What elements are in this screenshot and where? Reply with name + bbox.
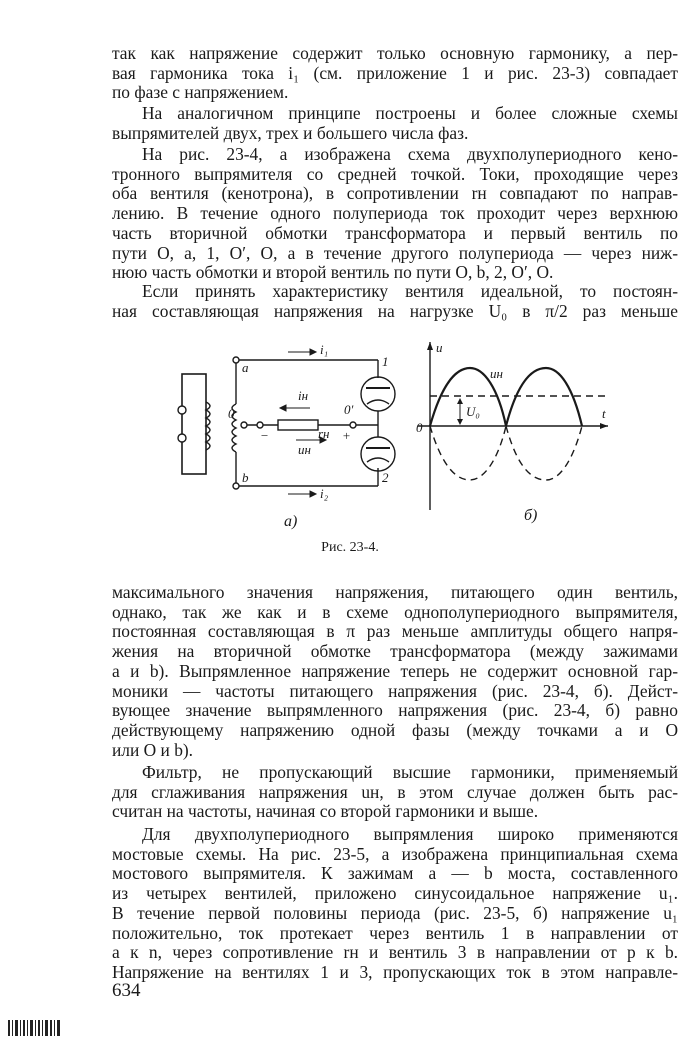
text-line: жения на вторичной обмотке трансформатора (между зажимами — [112, 641, 678, 662]
text-line: или O и b). — [112, 739, 194, 760]
rectified-voltage-curve — [430, 368, 582, 426]
text-line: Напряжение на вентилях 1 и 3, пропускающих ток в этом направле- — [112, 961, 678, 982]
paragraph-4 — [112, 282, 678, 321]
text-line: часть вторичной обмотки трансформатора и первый вентиль по — [112, 222, 678, 243]
text-line: лению. В течение одного полупериода ток проходит через верхнюю — [112, 203, 678, 224]
text-line: В течение первой половины периода (рис. 23-5, б) напряжение u₁ — [112, 902, 678, 923]
curve-label-un: uн — [490, 366, 503, 381]
text-line: считан на частоты, начиная со второй гармоники и выше. — [112, 801, 539, 822]
load-resistor — [278, 420, 318, 430]
text-line: вующее значение выпрямленного напряжения (рис. 23-4, б) равно — [112, 700, 678, 721]
text-line: пути O, a, 1, O′, O, а в течение другого полупериода — через ниж- — [112, 242, 678, 263]
label-b: b — [242, 470, 249, 485]
current-arrows — [280, 349, 326, 497]
text-line: Фильтр, не пропускающий высшие гармоники, применяемый — [142, 762, 678, 782]
text-line: по фазе с напряжением. — [112, 82, 289, 103]
axis-label-0: 0 — [416, 420, 423, 435]
barcode-mark — [8, 1020, 62, 1036]
waveform-plot — [416, 340, 608, 524]
text-line: a и b). Выпрямленное напряжение теперь не содержит основной гар- — [112, 660, 678, 681]
curve-label-U0: U₀ — [466, 404, 480, 419]
text-line: вая гармоника тока i₁ (см. приложение 1 и рис. 23-3) совпадает — [112, 62, 678, 83]
paragraph-7 — [112, 825, 678, 983]
text-line: a к n, через сопротивление rн и вентиль 3 в направлении от p к b. — [112, 942, 678, 963]
text-line: для сглаживания напряжения uн, в этом случае должен быть рас- — [112, 781, 678, 802]
label-in: iн — [298, 388, 309, 403]
kenotron-2 — [361, 425, 395, 471]
label-rn: rн — [318, 426, 330, 441]
axis-label-u: u — [436, 340, 443, 355]
label-2: 2 — [382, 470, 389, 485]
label-1: 1 — [382, 354, 389, 369]
text-line: из четырех вентилей, приложено синусоидальное напряжение u₁. — [112, 883, 678, 904]
text-line: действующему напряжению одной фазы (между точками a и O — [112, 719, 678, 740]
negative-halfwave-dashed — [430, 426, 582, 480]
text-line: оба вентиля (кенотрона), в сопротивлении rн совпадают по направ- — [112, 183, 678, 204]
sublabel-b: б) — [524, 507, 538, 524]
text-line: положительно, ток протекает через вентиль 1 в направлении от — [112, 922, 678, 943]
kenotron-1 — [361, 377, 395, 425]
text-line: максимального значения напряжения, питающего один вентиль, — [112, 582, 678, 602]
text-line: мостового выпрямителя. К зажимам a — b моста, составленного — [112, 863, 678, 884]
text-line: Если принять характеристику вентиля идеальной, то постоян- — [142, 281, 678, 301]
label-minus: − — [260, 428, 269, 443]
label-i1: i₁ — [320, 342, 329, 357]
text-line: На рис. 23-4, а изображена схема двухполупериодного кено- — [142, 144, 678, 164]
label-i2: i₂ — [320, 486, 329, 501]
label-plus: + — [342, 428, 351, 443]
label-0prime: 0′ — [344, 402, 354, 417]
text-line: так как напряжение содержит только основную гармонику, а пер- — [112, 43, 678, 63]
text-line: постоянная составляющая в π раз меньше амплитуды общего напря- — [112, 621, 678, 642]
text-line: На аналогичном принципе построены и более сложные схемы — [142, 103, 678, 123]
text-line: нюю часть обмотки и второй вентиль по пути O, b, 2, O′, O. — [112, 262, 554, 283]
primary-winding — [178, 374, 210, 474]
text-line: выпрямителей двух, трех и большего числа фаз. — [112, 122, 469, 143]
label-a: a — [242, 360, 249, 375]
text-line: Для двухполупериодного выпрямления широко применяются — [142, 824, 678, 844]
text-line: моники — частоты питающего напряжения (рис. 23-4, б). Дейст- — [112, 680, 678, 701]
paragraph-6 — [112, 763, 678, 822]
text-line: тронного выпрямителя со средней точкой. Токи, проходящие через — [112, 163, 678, 184]
page-number: 634 — [112, 980, 141, 1001]
figure-23-4 — [168, 330, 628, 540]
paragraph-5 — [112, 583, 678, 760]
text-line: мостовые схемы. На рис. 23-5, а изображена принципиальная схема — [112, 843, 678, 864]
axis-label-t: t — [602, 406, 606, 421]
paragraph-top — [112, 44, 678, 103]
label-0: 0 — [228, 406, 235, 421]
paragraph-2 — [112, 104, 678, 143]
label-un: uн — [298, 442, 311, 457]
figure-caption: Рис. 23-4. — [321, 540, 379, 555]
paragraph-3 — [112, 145, 678, 283]
text-line: однако, так же как и в схеме однополупериодного выпрямителя, — [112, 601, 678, 622]
sublabel-a: а) — [284, 513, 298, 530]
text-line: ная составляющая напряжения на нагрузке U₀ в π/2 раз меньше — [112, 300, 678, 321]
